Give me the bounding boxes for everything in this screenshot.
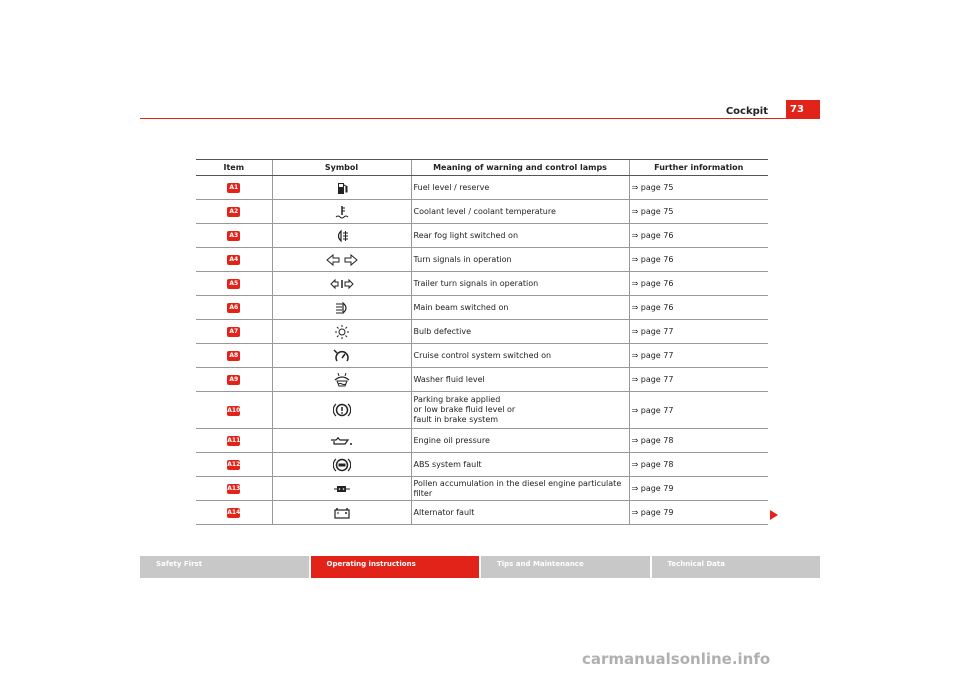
table-row <box>196 248 768 272</box>
item-badge: A8 <box>227 351 240 361</box>
warning-lamps-table <box>196 159 768 525</box>
meaning-text: Fuel level / reserve <box>413 182 490 192</box>
meaning-text: Bulb defective <box>413 326 472 336</box>
table-row <box>196 453 768 477</box>
meaning-text: Rear fog light switched on <box>413 230 519 240</box>
meaning-text: Washer fluid level <box>413 374 485 384</box>
item-badge: A13 <box>227 485 241 492</box>
table-row <box>196 429 768 453</box>
table-row <box>196 176 768 200</box>
page-reference-link[interactable]: ⇒ page 76 <box>631 279 674 288</box>
table-header-row <box>196 160 768 176</box>
item-badge: A2 <box>227 207 240 217</box>
item-badge: A7 <box>227 327 240 337</box>
page-number-badge: 73 <box>786 100 820 119</box>
coolant-temperature-icon <box>334 204 350 220</box>
fuel-pump-icon <box>334 180 350 196</box>
table-row <box>196 296 768 320</box>
meaning-text: Coolant level / coolant temperature <box>413 206 556 216</box>
page-reference-link[interactable]: ⇒ page 77 <box>631 327 674 336</box>
brake-warning-icon <box>333 402 351 418</box>
page-reference-link[interactable]: ⇒ page 78 <box>631 460 674 469</box>
page-reference-link[interactable]: ⇒ page 78 <box>631 436 674 445</box>
item-badge: A11 <box>227 437 241 444</box>
table-row <box>196 501 768 525</box>
tab-tips-and-maintenance[interactable]: Tips and Maintenance <box>479 556 650 578</box>
particulate-filter-icon <box>333 484 351 494</box>
meaning-text: Main beam switched on <box>413 302 509 312</box>
item-badge: A5 <box>227 279 240 289</box>
tab-operating-instructions[interactable]: Operating instructions <box>309 556 480 578</box>
meaning-text: Engine oil pressure <box>413 435 490 445</box>
table-row <box>196 224 768 248</box>
turn-signals-icon <box>325 253 359 267</box>
meaning-text: Turn signals in operation <box>413 254 512 264</box>
item-badge: A6 <box>227 303 240 313</box>
page-reference-link[interactable]: ⇒ page 76 <box>631 255 674 264</box>
page-reference-link[interactable]: ⇒ page 77 <box>631 405 674 415</box>
item-badge: A12 <box>227 461 241 468</box>
page-reference-link[interactable]: ⇒ page 79 <box>631 484 674 493</box>
meaning-text: Parking brake applied or low brake fluid level or fault in brake system <box>413 395 516 424</box>
tab-technical-data[interactable]: Technical Data <box>650 556 821 578</box>
page-reference-link[interactable]: ⇒ page 79 <box>631 508 674 517</box>
next-page-arrow-icon[interactable] <box>770 510 778 520</box>
page-title: Cockpit <box>725 106 768 117</box>
item-badge: A1 <box>227 183 240 193</box>
table-row <box>196 320 768 344</box>
section-tabs <box>140 556 820 578</box>
tab-safety-first[interactable]: Safety First <box>140 556 309 578</box>
rear-fog-light-icon <box>334 228 350 244</box>
table-row <box>196 344 768 368</box>
meaning-text: Cruise control system switched on <box>413 350 552 360</box>
bulb-defective-icon <box>334 324 350 340</box>
abs-icon <box>333 457 351 473</box>
table-row <box>196 392 768 429</box>
oil-pressure-icon <box>329 435 355 447</box>
column-header-item: Item <box>196 160 272 176</box>
item-badge: A10 <box>227 406 241 414</box>
battery-icon <box>333 506 351 520</box>
item-badge: A14 <box>227 509 241 516</box>
table-row <box>196 272 768 296</box>
watermark-text: carmanualsonline.info <box>582 650 771 668</box>
page-reference-link[interactable]: ⇒ page 76 <box>631 303 674 312</box>
page-reference-link[interactable]: ⇒ page 77 <box>631 375 674 384</box>
header-divider <box>140 118 820 119</box>
meaning-text: Alternator fault <box>413 507 475 517</box>
item-badge: A3 <box>227 231 240 241</box>
washer-fluid-icon <box>333 372 351 388</box>
item-badge: A4 <box>227 255 240 265</box>
table-row <box>196 477 768 501</box>
cruise-control-icon <box>333 348 351 364</box>
column-header-info: Further information <box>629 160 768 176</box>
column-header-meaning: Meaning of warning and control lamps <box>411 160 629 176</box>
meaning-text: ABS system fault <box>413 459 482 469</box>
page-reference-link[interactable]: ⇒ page 76 <box>631 231 674 240</box>
trailer-turn-signals-icon <box>330 278 354 290</box>
page-reference-link[interactable]: ⇒ page 75 <box>631 207 674 216</box>
table-row <box>196 368 768 392</box>
table-row <box>196 200 768 224</box>
page-reference-link[interactable]: ⇒ page 77 <box>631 351 674 360</box>
main-beam-icon <box>334 300 350 316</box>
column-header-symbol: Symbol <box>272 160 411 176</box>
meaning-text: Trailer turn signals in operation <box>413 278 539 288</box>
meaning-text: Pollen accumulation in the diesel engine particulate filter <box>413 478 622 498</box>
page-reference-link[interactable]: ⇒ page 75 <box>631 183 674 192</box>
item-badge: A9 <box>227 375 240 385</box>
